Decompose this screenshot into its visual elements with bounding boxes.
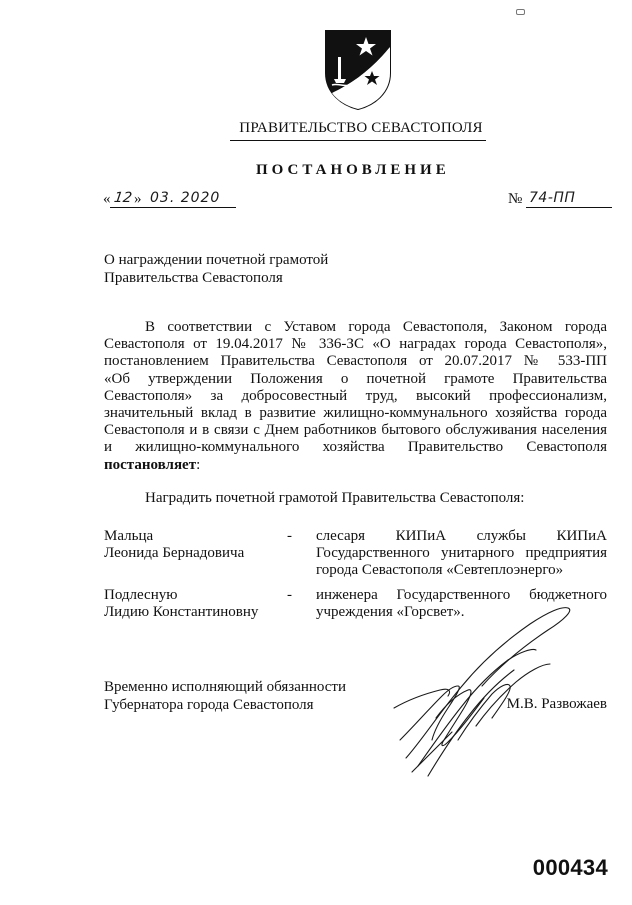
number-sign: № [508,191,523,207]
preamble-line: Севастополя от 19.04.2017 № 336-ЗС «О наградах города Севастополя», [104,336,607,353]
awardee-position-line: города Севастополя «Севтеплоэнерго» [316,562,564,578]
decree-colon: : [196,456,201,473]
preamble-line: и жилищно-коммунального хозяйства Правительство Севастополя [104,439,607,456]
issuer-title: ПРАВИТЕЛЬСТВО СЕВАСТОПОЛЯ [239,120,483,136]
form-serial-number: 000434 [532,855,608,880]
awardee-position [316,528,607,579]
document-type-heading: ПОСТАНОВЛЕНИЕ [256,162,450,178]
document-subject [104,251,404,287]
awardee-name-line: Леонида Бернадовича [104,545,245,561]
awardee-dash: - [287,528,292,544]
subject-line: Правительства Севастополя [104,270,283,286]
signatory-title-line: Губернатора города Севастополя [104,696,314,713]
date-month-year: 03. 2020 [150,190,221,206]
document-date [103,191,243,213]
subject-line: О награждении почетной грамотой [104,252,329,268]
number-value: 74-ПП [529,190,576,206]
document-number [508,191,612,213]
preamble-line: Севастополя» за добросовестный труд, высокий профессионализм, [104,387,607,404]
preamble-line: Севастополя и в связи с Днем работников бытового обслуживания населения [104,422,607,439]
sevastopol-coat-of-arms-icon [322,27,394,111]
signer-name: М.В. Развожаев [506,696,607,712]
awardee-dash: - [287,587,292,603]
awardee-position-line: инженера Государственного бюджетного [316,587,607,603]
awardee-name [104,528,284,562]
preamble-paragraph [104,319,607,474]
awardee-name-line: Подлесную [104,587,178,603]
signatory-title-line: Временно исполняющий обязанности [104,679,347,695]
awardee-position-line: Государственного унитарного предприятия [316,545,607,561]
preamble-line: значительный вклад в развитие жилищно-коммунального хозяйства города [104,405,607,422]
date-underline [110,207,236,208]
issuer-underline [230,140,486,141]
scan-mark [516,9,525,15]
awardee-name [104,587,284,621]
awardee-name-line: Мальца [104,528,154,544]
preamble-line: «Об утверждении Положения о почетной грамоте Правительства [104,370,607,387]
awardee-position [316,587,607,621]
decree-word: постановляет [104,456,197,473]
preamble-line: В соответствии с Уставом города Севастополя, Законом города [145,319,607,335]
date-day: 12 [112,190,133,206]
signatory-title [104,679,404,714]
awardee-position-line: слесаря КИПиА службы КИПиА [316,528,607,544]
awardee-name-line: Лидию Константиновну [104,604,259,620]
award-intro: Наградить почетной грамотой Правительства Севастополя: [145,490,525,506]
awardee-position-line: учреждения «Горсвет». [316,604,465,620]
date-close-quote: » [134,191,142,207]
number-underline [526,207,612,208]
preamble-line-last [104,457,607,474]
date-open-quote: « [103,191,111,207]
preamble-line: постановлением Правительства Севастополя от 20.07.2017 № 533-ПП [104,353,607,370]
